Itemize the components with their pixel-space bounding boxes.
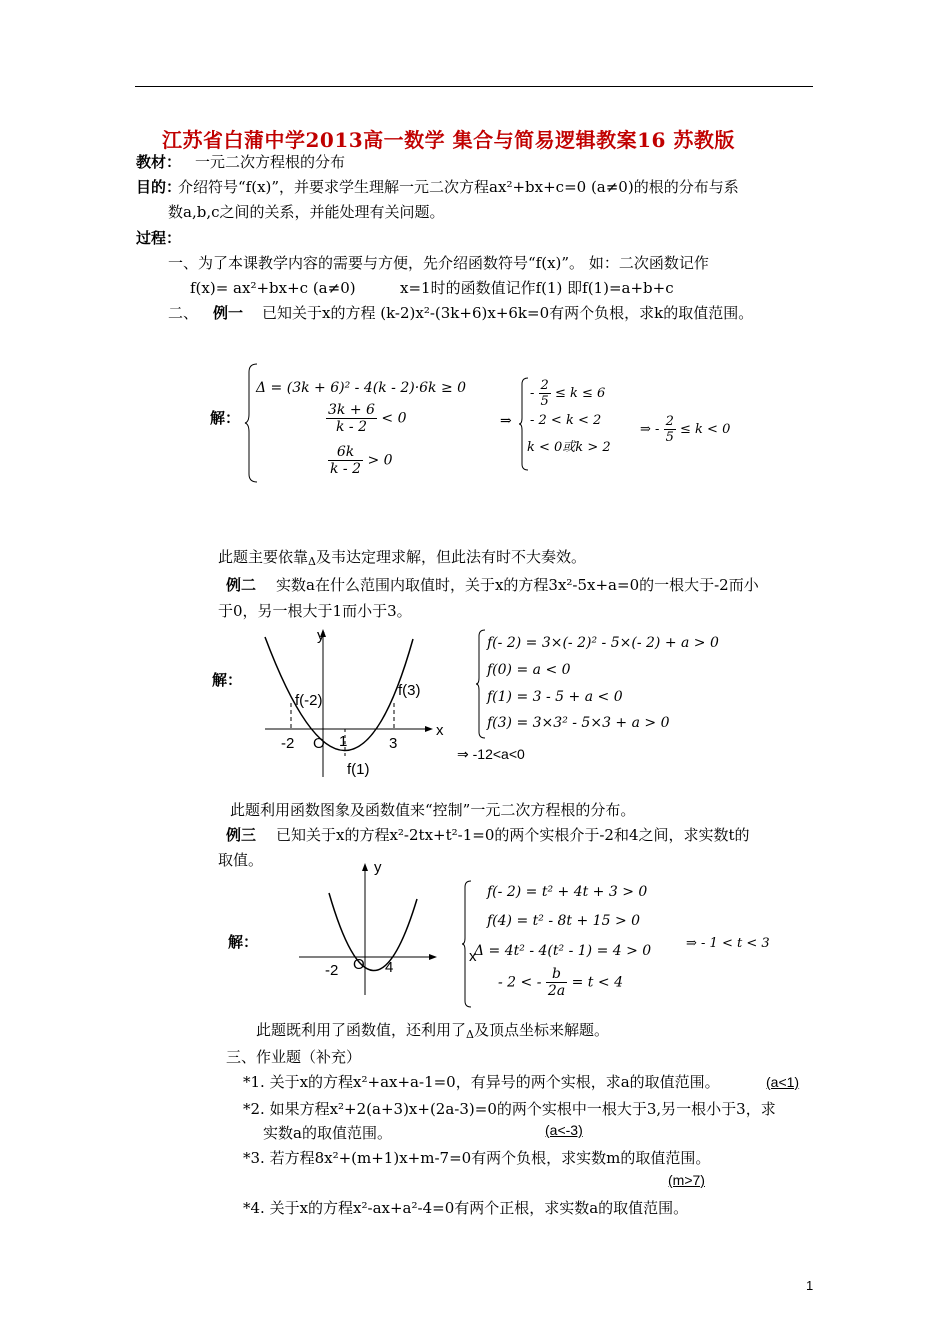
example3-cond-4-suffix: = t < 4 <box>571 974 623 991</box>
homework-item-2: *2. 如果方程x²+2(a+3)x+(2a-3)=0的两个实根中一根大于3,另一根小于3，求 <box>243 1100 776 1118</box>
example2-x-label: x <box>436 722 444 739</box>
example3-label: 例三 <box>226 826 257 844</box>
example2-cond-4: f(3) = 3×3² - 5×3 + a > 0 <box>487 715 670 731</box>
example1-result-brace <box>519 376 529 472</box>
example2-origin: O <box>313 735 325 752</box>
goal-label: 目的： <box>136 178 182 196</box>
example3-x-label: x <box>469 948 477 965</box>
example1-final-arrow: ⇒ <box>640 422 651 437</box>
example1-final-denominator: 5 <box>665 430 674 445</box>
example1-prefix: 二、 <box>168 304 199 322</box>
example3-y-axis-arrow <box>362 863 368 871</box>
goal-line-2: 数a,b,c之间的关系，并能处理有关问题。 <box>168 203 445 221</box>
example3-solution-label: 解： <box>228 933 259 951</box>
example1-note-suffix: 及韦达定理求解，但此法有时不大奏效。 <box>315 548 586 566</box>
example1-question: 已知关于x的方程 (k-2)x²-(3k+6)x+6k=0有两个负根，求k的取值范围。 <box>262 304 754 322</box>
example3-parabola <box>329 893 417 971</box>
example3-vertex-numerator: b <box>546 966 567 983</box>
example3-question-line-2: 取值。 <box>218 851 264 869</box>
example3-system-brace <box>462 879 472 1009</box>
example1-result-1-prefix: - <box>530 386 535 401</box>
example2-label-f3: f(3) <box>398 682 421 699</box>
example3-cond-4-prefix: - 2 < - <box>498 974 542 991</box>
example2-question-line-1: 实数a在什么范围内取值时，关于x的方程3x²-5x+a=0的一根大于-2而小 <box>276 576 759 594</box>
header-rule <box>135 86 813 87</box>
example2-label-f1: f(1) <box>347 761 370 778</box>
example1-note-prefix: 此题主要依靠 <box>218 548 309 566</box>
example3-result: ⇒ - 1 < t < 3 <box>686 936 770 951</box>
example3-question-line-1: 已知关于x的方程x²-2tx+t²-1=0的两个实根介于-2和4之间，求实数t的 <box>276 826 750 844</box>
example1-result-2: - 2 < k < 2 <box>530 413 602 428</box>
example1-result-1 <box>530 378 605 409</box>
example1-result-1-suffix: ≤ k ≤ 6 <box>554 386 606 401</box>
example1-product-denominator: k - 2 <box>330 461 362 477</box>
example1-final <box>640 414 730 445</box>
example2-cond-3: f(1) = 3 - 5 + a < 0 <box>487 689 623 705</box>
example1-cond-delta: Δ = (3k + 6)² - 4(k - 2)·6k ≥ 0 <box>256 380 467 396</box>
example1-sum-denominator: k - 2 <box>335 419 367 435</box>
example1-result-3: k < 0或k > 2 <box>527 440 611 455</box>
goal-line-1: 介绍符号“f(x)”，并要求学生理解一元二次方程ax²+bx+c=0 (a≠0)的根的分布与系 <box>178 178 739 196</box>
example1-cond-sum <box>326 402 406 435</box>
textbook-value: 一元二次方程根的分布 <box>195 153 346 171</box>
example3-cond-2: f(4) = t² - 8t + 15 > 0 <box>487 913 641 929</box>
example1-solution-label: 解： <box>210 409 241 427</box>
example1-result-1-numerator: 2 <box>540 378 549 393</box>
example1-note <box>218 547 586 569</box>
homework-item-3-answer: (m>7) <box>668 1172 705 1188</box>
homework-item-1-answer: (a<1) <box>766 1074 800 1090</box>
example2-system-brace <box>476 628 486 740</box>
example3-note-suffix: 及顶点坐标来解题。 <box>473 1021 609 1039</box>
example2-tick-m2: -2 <box>281 735 295 752</box>
example2-label: 例二 <box>226 576 257 594</box>
homework-item-2-line-2: 实数a的取值范围。 <box>263 1124 392 1142</box>
example2-cond-1: f(- 2) = 3×(- 2)² - 5×(- 2) + a > 0 <box>487 635 719 651</box>
homework-heading: 三、作业题（补充） <box>226 1048 362 1066</box>
homework-item-2-answer: (a<-3) <box>545 1122 583 1138</box>
example3-tick-m2: -2 <box>325 962 339 979</box>
example3-graph <box>295 855 475 1000</box>
example1-arrow-1: ⇒ <box>500 413 512 429</box>
example2-x-axis-arrow <box>425 726 433 732</box>
example1-cond-product <box>328 444 393 477</box>
example3-cond-1: f(- 2) = t² + 4t + 3 > 0 <box>487 884 648 900</box>
example1-sum-relation: < 0 <box>381 410 407 427</box>
example3-vertex-denominator: 2a <box>547 983 566 999</box>
example2-question-line-2: 于0，另一根大于1而小于3。 <box>218 602 412 620</box>
example1-product-relation: > 0 <box>367 452 393 469</box>
example2-note: 此题利用函数图象及函数值来“控制”一元二次方程根的分布。 <box>230 801 636 819</box>
textbook-label: 教材： <box>136 153 182 171</box>
example2-y-label: y <box>317 627 325 644</box>
example2-tick-1: 1 <box>339 733 348 750</box>
homework-item-1: *1. 关于x的方程x²+ax+a-1=0，有异号的两个实根，求a的取值范围。 <box>243 1073 720 1091</box>
example3-cond-4 <box>498 966 623 999</box>
page-title: 江苏省白蒲中学2013高一数学 集合与简易逻辑教案16 苏教版 <box>162 128 735 152</box>
example3-cond-3: Δ = 4t² - 4(t² - 1) = 4 > 0 <box>474 943 652 959</box>
example1-final-prefix: - <box>655 422 660 437</box>
homework-item-3: *3. 若方程8x²+(m+1)x+m-7=0有两个负根，求实数m的取值范围。 <box>243 1149 711 1167</box>
page-number: 1 <box>806 1278 814 1293</box>
example2-tick-3: 3 <box>389 735 398 752</box>
example2-cond-2: f(0) = a < 0 <box>487 662 571 678</box>
example1-label: 例一 <box>213 304 244 322</box>
example1-product-numerator: 6k <box>328 444 363 461</box>
homework-item-4: *4. 关于x的方程x²-ax+a²-4=0有两个正根，求实数a的取值范围。 <box>243 1199 689 1217</box>
example3-note-prefix: 此题既利用了函数值，还利用了 <box>256 1021 467 1039</box>
delta-symbol: Δ <box>466 1028 474 1041</box>
example1-final-suffix: ≤ k < 0 <box>680 422 731 437</box>
example3-x-axis-arrow <box>429 954 437 960</box>
example2-graph <box>255 625 455 785</box>
example2-result: ⇒ -12<a<0 <box>457 746 525 762</box>
example2-solution-label: 解： <box>212 671 243 689</box>
example1-final-numerator: 2 <box>665 414 674 429</box>
example3-note <box>256 1020 609 1042</box>
delta-symbol: Δ <box>308 555 316 568</box>
section1-line-2b: x=1时的函数值记作f(1) 即f(1)=a+b+c <box>400 279 674 297</box>
example3-y-label: y <box>374 859 382 876</box>
example3-origin: O <box>353 956 365 973</box>
example3-tick-4: 4 <box>385 959 394 976</box>
example1-result-1-denominator: 5 <box>540 394 549 409</box>
example1-sum-numerator: 3k + 6 <box>328 402 375 418</box>
section1-line-2a: f(x)= ax²+bx+c (a≠0) <box>190 279 356 297</box>
section1-line-1: 一、为了本课教学内容的需要与方便，先介绍函数符号“f(x)”。 如：二次函数记作 <box>168 254 709 272</box>
example2-label-fm2: f(-2) <box>295 692 323 709</box>
process-label: 过程： <box>136 229 182 247</box>
